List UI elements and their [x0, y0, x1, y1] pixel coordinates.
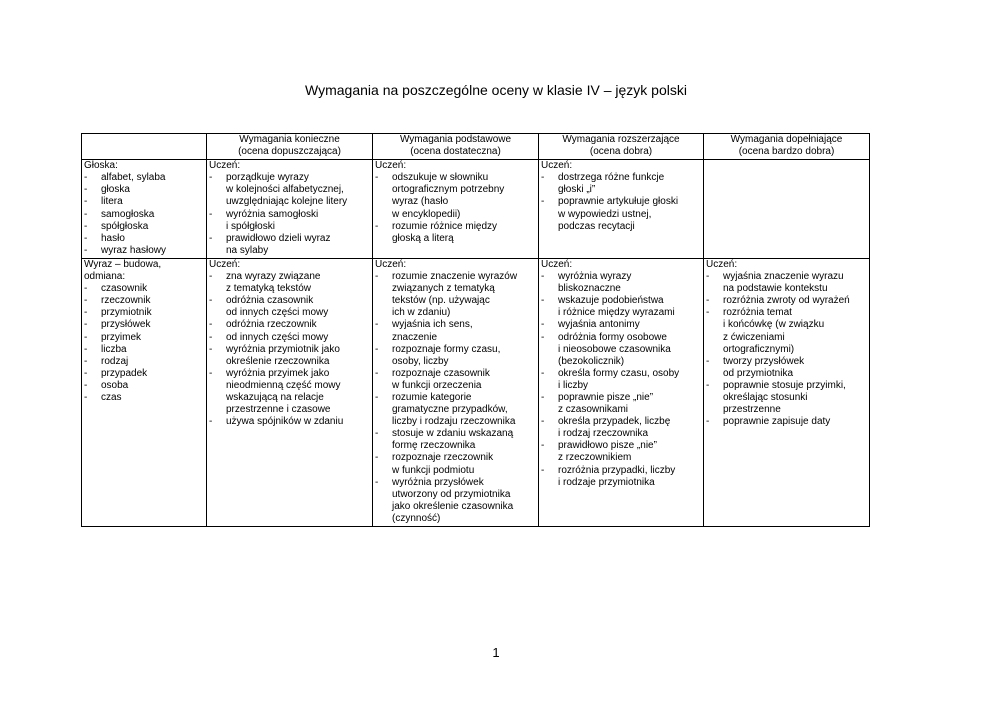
list-item-line: - od innych części mowy — [226, 331, 329, 343]
list-item — [375, 452, 536, 476]
list-item — [209, 319, 370, 331]
list-item-line: - rozróżnia temat — [723, 307, 792, 319]
topic-title: Głoska: — [84, 160, 118, 172]
list-item: - samogłoska — [84, 209, 204, 221]
topic-list — [84, 283, 204, 404]
list-item: - przymiotnik — [84, 307, 204, 319]
list-item — [541, 465, 701, 489]
list-item-line: - prawidłowo dzieli wyraz — [226, 232, 331, 244]
list-item-line: - rozpoznaje czasownik — [392, 367, 490, 379]
list-item-line: (czynność) — [392, 512, 441, 524]
list-item — [706, 271, 867, 295]
list-item-line: w wypowiedzi ustnej, — [558, 208, 652, 220]
list-item-line: tekstów (np. używając — [392, 295, 490, 307]
cell-lead: Uczeń: — [541, 258, 573, 270]
list-item: - liczba — [84, 344, 204, 356]
list-item — [541, 319, 701, 331]
requirement-list — [541, 172, 701, 232]
list-item-line: - poprawnie pisze „nie” — [558, 391, 654, 403]
requirement-cell — [539, 160, 704, 259]
list-item-line: - wyjaśnia ich sens, — [392, 319, 473, 331]
list-item-line: wskazującą na relacje — [226, 391, 324, 403]
topic-title: odmiana: — [84, 271, 126, 283]
table-row — [82, 160, 870, 259]
list-item — [375, 319, 536, 343]
list-item — [706, 416, 867, 428]
list-item — [209, 332, 370, 344]
list-item-line: w encyklopedii) — [392, 208, 461, 220]
list-item — [375, 271, 536, 319]
list-item — [706, 307, 867, 355]
list-item-line: - odróżnia rzeczownik — [226, 319, 317, 331]
column-header-line: Wymagania dopełniające — [730, 134, 843, 145]
list-item-line: na podstawie kontekstu — [723, 283, 828, 295]
topic-title: Wyraz – budowa, — [84, 258, 162, 270]
list-item: - przyimek — [84, 332, 204, 344]
list-item: - przysłówek — [84, 319, 204, 331]
list-item-line: od przymiotnika — [723, 367, 794, 379]
list-item-line: i końcówkę (w związku — [723, 319, 825, 331]
list-item-line: - wyróżnia przyimek jako — [226, 367, 330, 379]
column-header — [704, 134, 870, 160]
list-item-line: w funkcji podmiotu — [392, 464, 475, 476]
list-item — [541, 416, 701, 440]
requirement-cell — [539, 258, 704, 526]
list-item-line: - rozumie znaczenie wyrazów — [392, 271, 518, 283]
list-item — [375, 428, 536, 452]
page-number: 1 — [492, 645, 500, 660]
list-item: - litera — [84, 196, 204, 208]
list-item-line: - wskazuje podobieństwa — [558, 295, 664, 307]
list-item-line: uwzględniając kolejne litery — [226, 196, 348, 208]
list-item-line: związanych z tematyką — [392, 283, 495, 295]
cell-lead: Uczeń: — [375, 258, 407, 270]
list-item: - czas — [84, 392, 204, 404]
list-item — [706, 295, 867, 307]
list-item-line: bliskoznaczne — [558, 283, 621, 295]
list-item — [375, 368, 536, 392]
list-item-line: (bezokolicznik) — [558, 355, 625, 367]
list-item-line: - używa spójników w zdaniu — [226, 416, 344, 428]
list-item-line: określenie rzeczownika — [226, 355, 330, 367]
list-item-line: - zna wyrazy związane — [226, 271, 321, 283]
cell-lead: Uczeń: — [375, 160, 407, 172]
table-header-row — [82, 134, 870, 160]
cell-lead: Uczeń: — [209, 258, 241, 270]
list-item: - spółgłoska — [84, 221, 204, 233]
requirement-cell — [704, 258, 870, 526]
list-item — [541, 368, 701, 392]
column-header — [207, 134, 373, 160]
list-item-line: z rzeczownikiem — [558, 452, 632, 464]
list-item — [541, 332, 701, 368]
list-item-line: jako określenie czasownika — [392, 500, 514, 512]
list-item-line: liczby i rodzaju rzeczownika — [392, 416, 516, 428]
list-item-line: - wyróżnia przysłówek — [392, 476, 484, 488]
list-item — [209, 295, 370, 319]
list-item-line: - rozróżnia zwroty od wyrażeń — [723, 295, 850, 307]
requirement-list — [375, 271, 536, 525]
column-header-line: Wymagania podstawowe — [399, 134, 512, 145]
requirements-table — [81, 133, 870, 527]
list-item: - wyraz hasłowy — [84, 245, 204, 257]
list-item — [209, 209, 370, 233]
list-item — [541, 295, 701, 319]
list-item-line: - dostrzega różne funkcje — [558, 172, 665, 184]
column-header — [82, 134, 207, 160]
requirement-list — [706, 271, 867, 428]
column-header-line: (ocena dopuszczająca) — [238, 146, 341, 158]
list-item-line: podczas recytacji — [558, 220, 635, 232]
list-item-line: - prawidłowo pisze „nie” — [558, 440, 657, 452]
list-item — [375, 477, 536, 525]
list-item-line: - wyjaśnia antonimy — [558, 319, 640, 331]
list-item-line: - odróżnia formy osobowe — [558, 331, 667, 343]
requirement-list — [209, 271, 370, 428]
list-item: - hasło — [84, 233, 204, 245]
list-item — [209, 172, 370, 208]
topic-cell — [82, 160, 207, 259]
list-item-line: - wyróżnia samogłoski — [226, 208, 319, 220]
requirement-cell — [207, 258, 373, 526]
list-item-line: wyraz (hasło — [392, 196, 449, 208]
topic-cell — [82, 258, 207, 526]
requirement-cell — [373, 160, 539, 259]
list-item-line: - rozumie różnice między — [392, 220, 498, 232]
list-item-line: - poprawnie artykułuje głoski — [558, 196, 679, 208]
list-item-line: głoską a literą — [392, 232, 454, 244]
list-item — [541, 392, 701, 416]
list-item — [541, 196, 701, 232]
column-header — [373, 134, 539, 160]
list-item — [209, 416, 370, 428]
list-item-line: nieodmienną część mowy — [226, 379, 341, 391]
list-item-line: w kolejności alfabetycznej, — [226, 184, 344, 196]
list-item-line: - rozumie kategorie — [392, 391, 472, 403]
cell-lead: Uczeń: — [706, 258, 738, 270]
list-item-line: osoby, liczby — [392, 355, 449, 367]
list-item-line: gramatyczne przypadków, — [392, 404, 508, 416]
list-item-line: - poprawnie stosuje przyimki, — [723, 379, 846, 391]
list-item-line: znaczenie — [392, 331, 438, 343]
list-item — [209, 271, 370, 295]
requirement-list — [209, 172, 370, 257]
list-item — [209, 344, 370, 368]
list-item-line: - poprawnie zapisuje daty — [723, 416, 831, 428]
document-title: Wymagania na poszczególne oceny w klasie IV – język polski — [305, 82, 687, 98]
cell-lead: Uczeń: — [209, 160, 241, 172]
list-item — [375, 172, 536, 220]
list-item — [375, 344, 536, 368]
list-item-line: określając stosunki — [723, 391, 808, 403]
column-header-line: Wymagania konieczne — [239, 134, 340, 145]
list-item-line: - tworzy przysłówek — [723, 355, 805, 367]
list-item-line: - określa przypadek, liczbę — [558, 416, 671, 428]
list-item-line: ortograficznymi) — [723, 343, 795, 355]
list-item — [541, 172, 701, 196]
list-item-line: z tematyką tekstów — [226, 283, 312, 295]
list-item-line: z czasownikami — [558, 404, 629, 416]
list-item-line: - porządkuje wyrazy — [226, 172, 309, 184]
list-item — [541, 271, 701, 295]
list-item-line: głoski „i” — [558, 184, 596, 196]
list-item-line: i rodzaje przymiotnika — [558, 476, 655, 488]
list-item-line: utworzony od przymiotnika — [392, 488, 511, 500]
list-item-line: - odszukuje w słowniku — [392, 172, 489, 184]
list-item-line: od innych części mowy — [226, 307, 329, 319]
list-item — [375, 221, 536, 245]
column-header-line: (ocena dobra) — [589, 146, 653, 158]
column-header — [539, 134, 704, 160]
column-header-line: (ocena dostateczna) — [410, 146, 501, 158]
list-item: - głoska — [84, 184, 204, 196]
list-item: - alfabet, sylaba — [84, 172, 204, 184]
list-item-line: ortograficznym potrzebny — [392, 184, 505, 196]
list-item-line: i liczby — [558, 379, 589, 391]
requirement-cell — [704, 160, 870, 259]
list-item: - osoba — [84, 380, 204, 392]
list-item-line: - rozpoznaje formy czasu, — [392, 343, 501, 355]
list-item-line: w funkcji orzeczenia — [392, 379, 482, 391]
list-item: - czasownik — [84, 283, 204, 295]
cell-lead: Uczeń: — [541, 160, 573, 172]
list-item-line: i rodzaj rzeczownika — [558, 428, 649, 440]
list-item-line: i spółgłoski — [226, 220, 275, 232]
list-item — [541, 440, 701, 464]
requirement-cell — [373, 258, 539, 526]
list-item — [209, 233, 370, 257]
list-item — [375, 392, 536, 428]
list-item-line: przestrzenne i czasowe — [226, 404, 331, 416]
list-item-line: - rozpoznaje rzeczownik — [392, 452, 494, 464]
list-item: - rzeczownik — [84, 295, 204, 307]
list-item-line: i nieosobowe czasownika — [558, 343, 671, 355]
list-item-line: i różnice między wyrazami — [558, 307, 675, 319]
list-item-line: formę rzeczownika — [392, 440, 476, 452]
list-item — [209, 368, 370, 416]
requirement-list — [375, 172, 536, 245]
list-item-line: - odróżnia czasownik — [226, 295, 314, 307]
table-row — [82, 258, 870, 526]
list-item-line: - wyróżnia wyrazy — [558, 271, 632, 283]
list-item-line: - wyróżnia przymiotnik jako — [226, 343, 340, 355]
topic-list — [84, 172, 204, 257]
list-item-line: - wyjaśnia znaczenie wyrazu — [723, 271, 844, 283]
list-item: - rodzaj — [84, 356, 204, 368]
list-item — [706, 380, 867, 416]
column-header-line: (ocena bardzo dobra) — [738, 146, 835, 158]
list-item — [706, 356, 867, 380]
list-item: - przypadek — [84, 368, 204, 380]
requirement-cell — [207, 160, 373, 259]
column-header-line: Wymagania rozszerzające — [562, 134, 680, 145]
requirement-list — [541, 271, 701, 489]
list-item-line: - stosuje w zdaniu wskazaną — [392, 428, 514, 440]
list-item-line: przestrzenne — [723, 404, 781, 416]
list-item-line: ich w zdaniu) — [392, 307, 451, 319]
list-item-line: na sylaby — [226, 244, 269, 256]
list-item-line: - rozróżnia przypadki, liczby — [558, 464, 676, 476]
list-item-line: - określa formy czasu, osoby — [558, 367, 680, 379]
list-item-line: z ćwiczeniami — [723, 331, 785, 343]
